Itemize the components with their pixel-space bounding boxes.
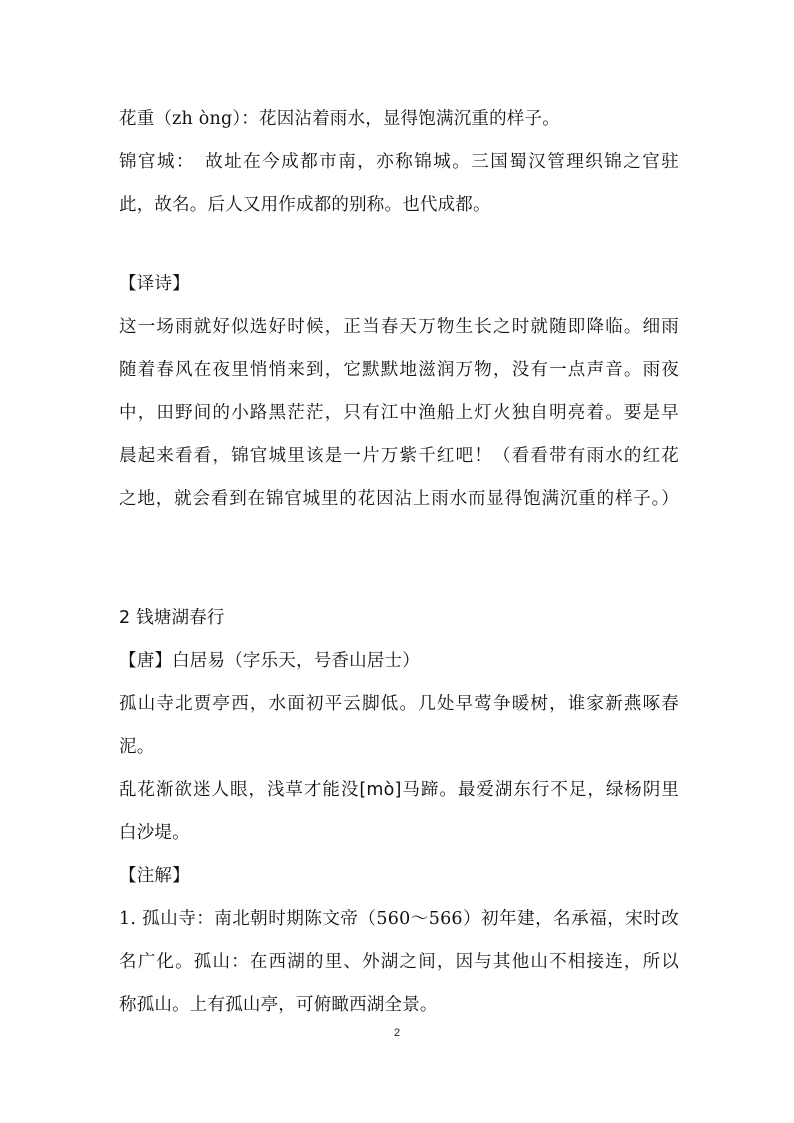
note-1-line-3: 称孤山。上有孤山亭，可俯瞰西湖全景。 <box>119 995 438 1015</box>
annotation-jinguancheng-line-1: 锦官城： 故址在今成都市南，亦称锦城。三国蜀汉管理织锦之官驻 <box>119 152 679 172</box>
note-1-line-1: 1. 孤山寺：南北朝时期陈文帝（560～566）初年建，名承福，宋时改 <box>119 909 679 929</box>
translation-line-5: 之地，就会看到在锦官城里的花因沾上雨水而显得饱满沉重的样子。） <box>119 489 679 509</box>
poem-line-2-cont: 白沙堤。 <box>119 823 190 843</box>
poem-line-1-cont: 泥。 <box>119 737 155 757</box>
translation-line-2: 随着春风在夜里悄悄来到，它默默地滋润万物，没有一点声音。雨夜 <box>119 360 679 380</box>
poem-title: 2 钱塘湖春行 <box>119 608 225 628</box>
poem-line-1: 孤山寺北贾亭西，水面初平云脚低。几处早莺争暖树，谁家新燕啄春 <box>119 694 679 714</box>
annotation-huazhong: 花重（zh òng）：花因沾着雨水，显得饱满沉重的样子。 <box>119 109 560 129</box>
translation-line-4: 晨起来看看，锦官城里该是一片万紫千红吧！（看看带有雨水的红花 <box>119 446 679 466</box>
poem-line-2: 乱花渐欲迷人眼，浅草才能没[mò]马蹄。最爱湖东行不足，绿杨阴里 <box>119 780 679 800</box>
page-number: 2 <box>393 1027 401 1039</box>
section-heading-translation: 【译诗】 <box>119 274 190 294</box>
note-1-line-2: 名广化。孤山：在西湖的里、外湖之间，因与其他山不相接连，所以 <box>119 952 679 972</box>
annotation-jinguancheng-line-2: 此，故名。后人又用作成都的别称。也代成都。 <box>119 195 491 215</box>
translation-line-3: 中，田野间的小路黑茫茫，只有江中渔船上灯火独自明亮着。要是早 <box>119 403 679 423</box>
section-heading-notes: 【注解】 <box>119 866 190 886</box>
translation-line-1: 这一场雨就好似选好时候，正当春天万物生长之时就随即降临。细雨 <box>119 317 679 337</box>
poem-author: 【唐】白居易（字乐天，号香山居士） <box>119 651 420 671</box>
